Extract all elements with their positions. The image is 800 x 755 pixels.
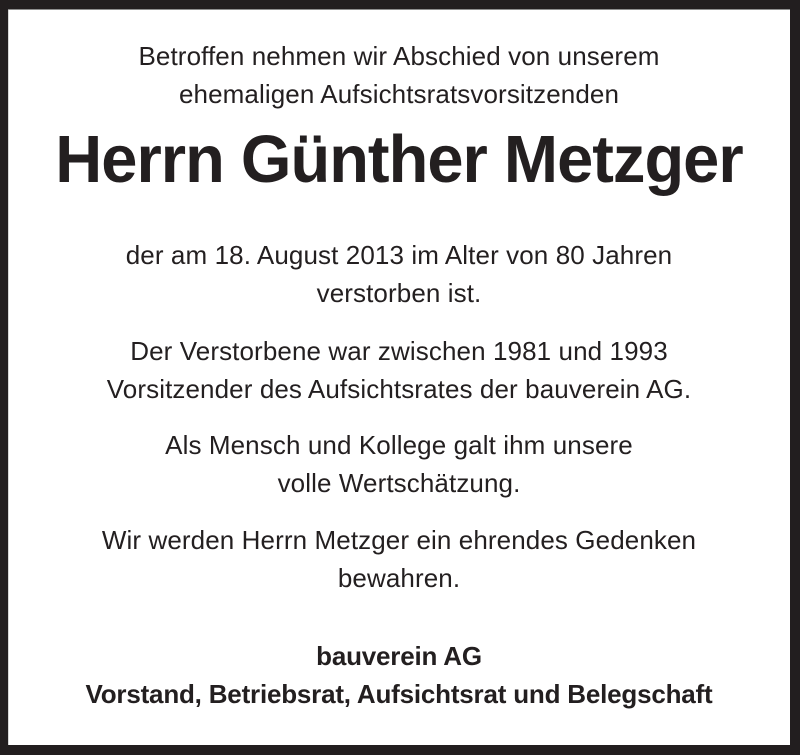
intro-paragraph (8, 37, 790, 113)
tribute-line-1: Als Mensch und Kollege galt ihm unsere (165, 430, 633, 460)
intro-line-2: ehemaligen Aufsichtsratsvorsitzenden (178, 79, 620, 109)
signature-block (8, 637, 790, 713)
tenure-line-2: Vorsitzender des Aufsichtsrates der bauverein AG. (106, 374, 692, 404)
intro-line-1: Betroffen nehmen wir Abschied von unserem (138, 41, 660, 71)
notice-body (8, 9, 790, 745)
death-date-paragraph (8, 236, 790, 312)
death-line-2: verstorben ist. (316, 278, 482, 308)
signature-bodies: Vorstand, Betriebsrat, Aufsichtsrat und Belegschaft (85, 679, 713, 709)
remembrance-line-2: bewahren. (337, 563, 461, 593)
tribute-line-2: volle Wertschätzung. (277, 468, 521, 498)
signature-company: bauverein AG (316, 641, 482, 671)
tenure-paragraph (8, 332, 790, 408)
remembrance-line-1: Wir werden Herrn Metzger ein ehrendes Gedenken (101, 525, 697, 555)
tribute-paragraph (8, 426, 790, 502)
tenure-line-1: Der Verstorbene war zwischen 1981 und 1993 (130, 336, 668, 366)
remembrance-paragraph (8, 521, 790, 597)
deceased-name-headline: Herrn Günther Metzger (55, 122, 743, 197)
death-line-1: der am 18. August 2013 im Alter von 80 Jahren (125, 240, 673, 270)
